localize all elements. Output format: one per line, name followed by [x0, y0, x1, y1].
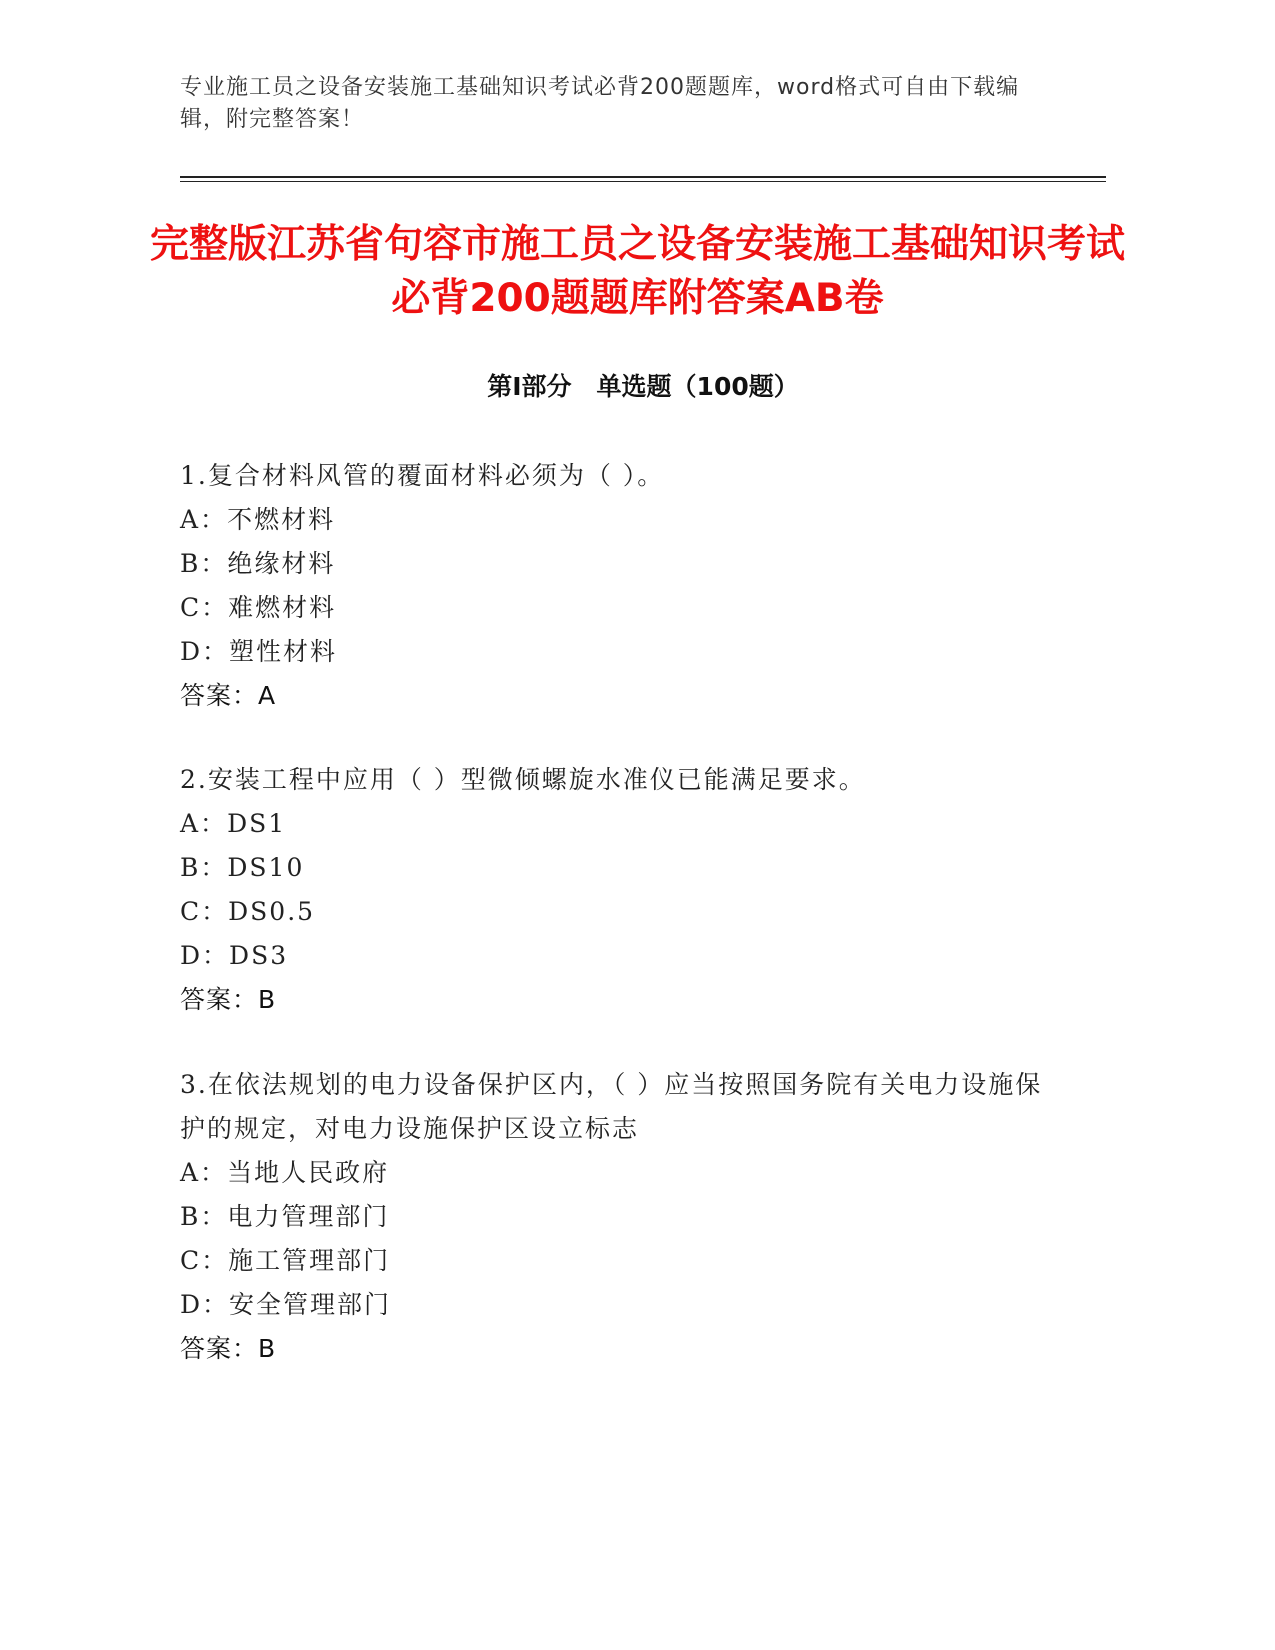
option-b	[180, 542, 1060, 586]
option-text: DS0.5	[228, 897, 316, 926]
option-c	[180, 1239, 1060, 1283]
option-c	[180, 890, 1060, 934]
option-key: B：	[180, 1202, 228, 1231]
answer-label: 答案：	[180, 681, 259, 710]
option-text: 当地人民政府	[227, 1158, 390, 1187]
option-key: B：	[180, 853, 228, 882]
option-a	[180, 1151, 1060, 1195]
question-1	[180, 454, 1060, 718]
answer-value: B	[258, 1334, 277, 1363]
option-d	[180, 934, 1060, 978]
option-text: DS1	[227, 809, 287, 838]
answer-label: 答案：	[180, 1334, 259, 1363]
answer-value: A	[258, 681, 277, 710]
option-text: 施工管理部门	[228, 1246, 391, 1275]
option-key: A：	[180, 1158, 228, 1187]
option-key: D：	[180, 1290, 230, 1319]
option-key: C：	[180, 1246, 229, 1275]
option-text: 塑性材料	[229, 637, 338, 666]
header-note: 专业施工员之设备安装施工基础知识考试必背200题题库，word格式可自由下载编辑，附完整答案！	[180, 75, 1020, 132]
option-key: D：	[180, 637, 230, 666]
option-text: 电力管理部门	[227, 1202, 390, 1231]
option-a	[180, 802, 1060, 846]
option-key: C：	[180, 593, 229, 622]
option-b	[180, 1195, 1060, 1239]
option-text: 安全管理部门	[229, 1290, 392, 1319]
question-stem: 2.安装工程中应用（ ）型微倾螺旋水准仪已能满足要求。	[180, 765, 866, 794]
option-d	[180, 1283, 1060, 1327]
option-text: 不燃材料	[227, 505, 336, 534]
question-2	[180, 758, 1060, 1022]
option-d	[180, 630, 1060, 674]
answer-line	[180, 1327, 1060, 1371]
option-text: 绝缘材料	[227, 549, 336, 578]
answer-line	[180, 978, 1060, 1022]
section-title: 第Ⅰ部分 单选题（100题）	[487, 372, 799, 401]
answer-value: B	[258, 985, 277, 1014]
answer-label: 答案：	[180, 985, 259, 1014]
option-text: 难燃材料	[228, 593, 337, 622]
question-stem: 1.复合材料风管的覆面材料必须为（ ）。	[180, 461, 665, 490]
option-text: DS10	[227, 853, 305, 882]
option-key: A：	[180, 809, 228, 838]
option-b	[180, 846, 1060, 890]
answer-line	[180, 674, 1060, 718]
header-rule-thin	[180, 181, 1106, 182]
option-key: D：	[180, 941, 230, 970]
option-key: C：	[180, 897, 229, 926]
option-a	[180, 498, 1060, 542]
document-title: 完整版江苏省句容市施工员之设备安装施工基础知识考试必背200题题库附答案AB卷	[150, 222, 1126, 321]
option-key: A：	[180, 505, 228, 534]
question-3	[180, 1063, 1060, 1371]
question-stem: 3.在依法规划的电力设备保护区内，（ ）应当按照国务院有关电力设施保护的规定，对电力设施保护区设立标志	[180, 1070, 1043, 1143]
option-text: DS3	[229, 941, 289, 970]
option-c	[180, 586, 1060, 630]
header-rule-thick	[180, 176, 1106, 178]
option-key: B：	[180, 549, 228, 578]
